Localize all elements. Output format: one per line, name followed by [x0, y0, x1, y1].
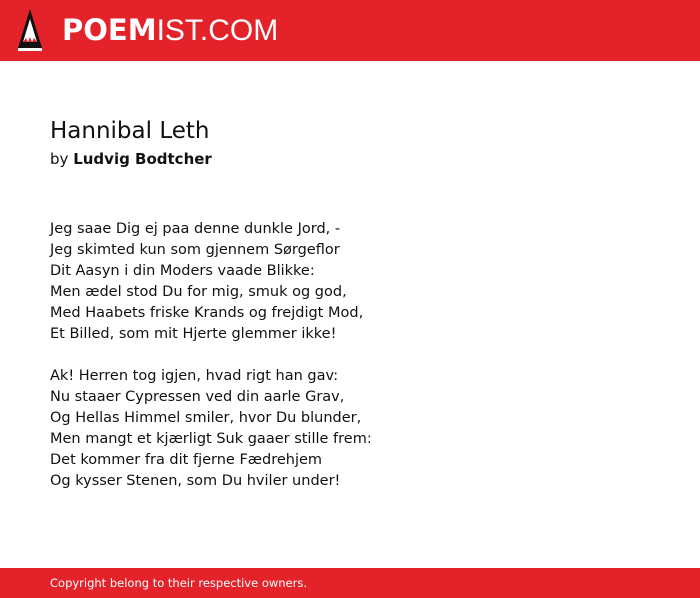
site-header: [0, 0, 700, 61]
poem-line: Jeg saae Dig ej paa denne dunkle Jord, -: [50, 221, 341, 237]
author-link[interactable]: Ludvig Bodtcher: [73, 150, 212, 168]
site-footer: [0, 568, 700, 598]
poem-body: [50, 219, 670, 492]
poem-line: Et Billed, som mit Hjerte glemmer ikke!: [50, 326, 337, 342]
poem-line: Dit Aasyn i din Moders vaade Blikke:: [50, 263, 315, 279]
poem-line: Med Haabets friske Krands og frejdigt Mod,: [50, 305, 364, 321]
stanza-2: [50, 366, 670, 492]
brand-name-light: IST.COM: [156, 14, 279, 47]
poem-line: Og Hellas Himmel smiler, hvor Du blunder,: [50, 410, 362, 426]
brand-name-bold: POEM: [62, 13, 157, 47]
poem-content: [50, 115, 670, 513]
byline: [50, 147, 670, 171]
poem-line: Men mangt et kjærligt Suk gaaer stille frem:: [50, 431, 372, 447]
copyright-notice: Copyright belong to their respective owners.: [50, 576, 308, 590]
poem-line: Jeg skimted kun som gjennem Sørgeflor: [50, 242, 340, 258]
poem-line: Men ædel stod Du for mig, smuk og god,: [50, 284, 347, 300]
pencil-tip-icon[interactable]: [16, 9, 44, 52]
by-label: by: [50, 150, 69, 168]
stanza-1: [50, 219, 670, 345]
poem-line: Ak! Herren tog igjen, hvad rigt han gav:: [50, 368, 339, 384]
poem-title: Hannibal Leth: [50, 118, 210, 144]
poem-line: Det kommer fra dit fjerne Fædrehjem: [50, 452, 323, 468]
poem-line: Og kysser Stenen, som Du hviler under!: [50, 473, 341, 489]
poem-line: Nu staaer Cypressen ved din aarle Grav,: [50, 389, 345, 405]
site-logo-link[interactable]: [62, 13, 278, 48]
